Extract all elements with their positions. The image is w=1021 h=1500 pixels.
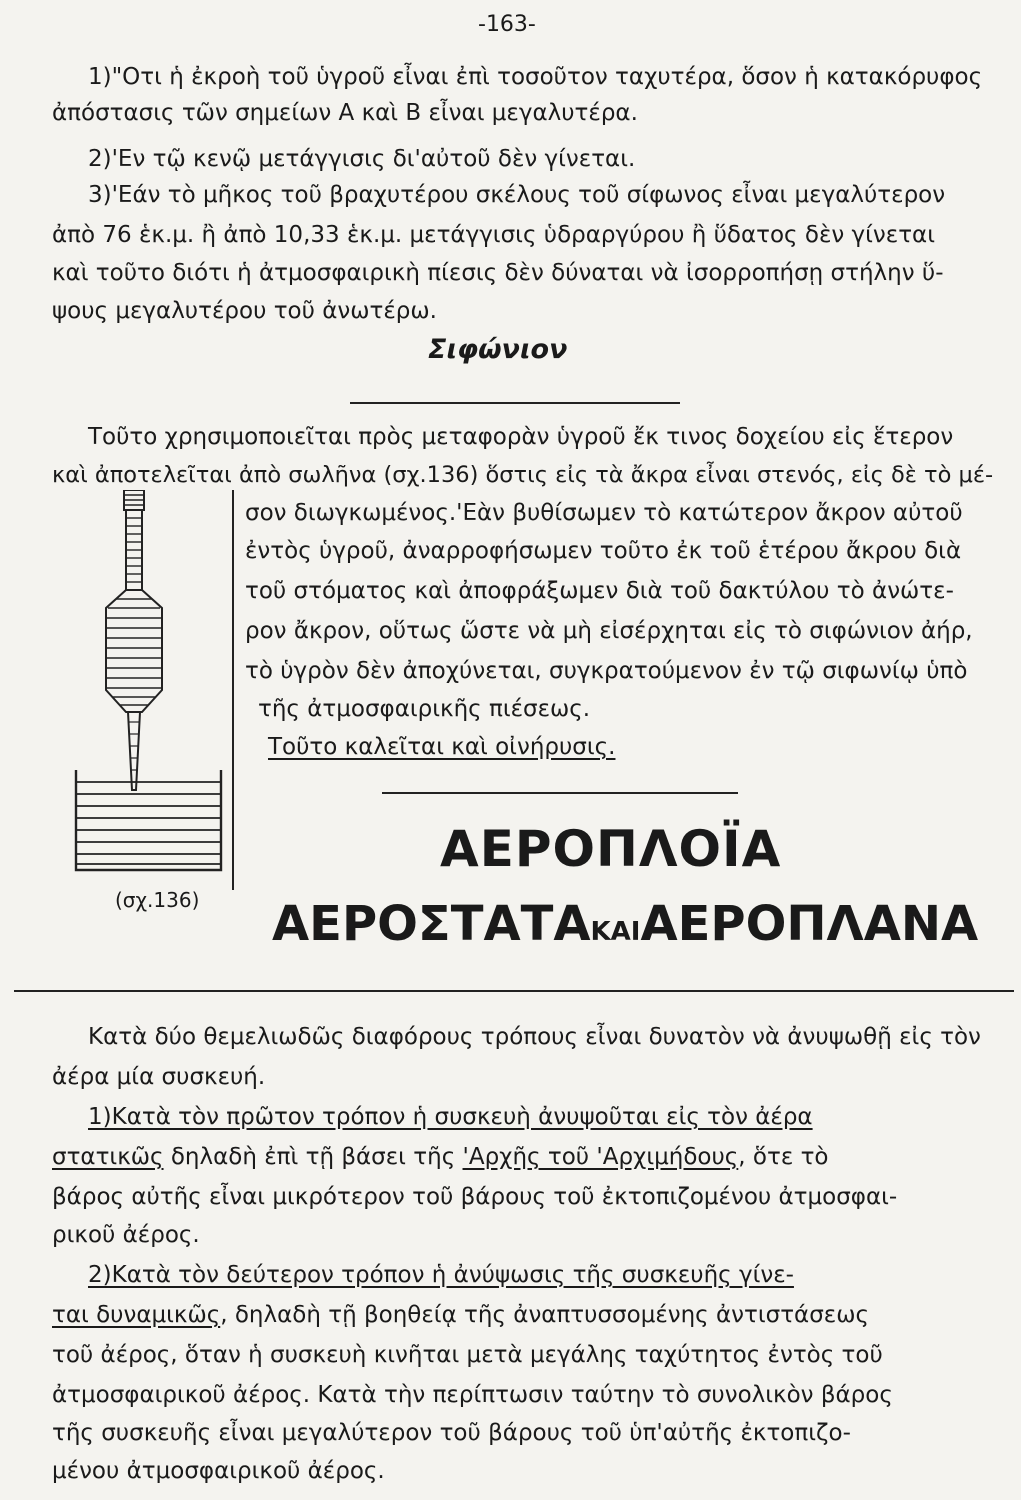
text-line: ρον ἄκρον, οὕτως ὥστε νὰ μὴ εἰσέρχηται εἰς τὸ σιφώνιον ἀήρ, (245, 618, 973, 644)
heading-aeroploia: ΑΕΡΟΠΛΟΪΑ (440, 820, 782, 878)
way2-text: , δηλαδὴ τῇ βοηθείᾳ τῆς ἀναπτυσσομένης ἀντιστάσεως (220, 1302, 869, 1328)
siphon-upper-neck-hatching (126, 518, 142, 582)
section-title: Σιφώνιον (428, 334, 568, 365)
way1-line (52, 1146, 828, 1169)
text-line: τὸ ὑγρὸν δὲν ἀποχύνεται, συγκρατούμενον ἐν τῷ σιφωνίῳ ὑπὸ (245, 658, 968, 684)
way1-text: , ὅτε τὸ (738, 1144, 829, 1170)
text-line: ἀέρα μία συσκευή. (52, 1064, 266, 1090)
heading-aerostata-aeroplana (272, 896, 979, 952)
liquid-vessel (76, 770, 221, 870)
heading-aeroplana: ΑΕΡΟΠΛΑΝΑ (640, 896, 979, 952)
text-line: ψους μεγαλυτέρου τοῦ ἀνωτέρω. (52, 298, 437, 324)
text-line: ἐντὸς ὑγροῦ, ἀναρροφήσωμεν τοῦτο ἐκ τοῦ ἑτέρου ἄκρου διὰ (245, 538, 962, 564)
siphon-bulb-hatching (106, 599, 162, 705)
page-number: -163- (478, 12, 536, 37)
text-line: 1)"Οτι ἡ ἐκροὴ τοῦ ὑγροῦ εἶναι ἐπὶ τοσοῦτον ταχυτέρα, ὅσον ἡ κατακόρυφος (88, 64, 983, 90)
text-line: καὶ τοῦτο διότι ἡ ἀτμοσφαιρικὴ πίεσις δὲν δύναται νὰ ἰσορροπήσῃ στήλην ὕ- (52, 260, 944, 286)
text-line: Τοῦτο χρησιμοποιεῖται πρὸς μεταφορὰν ὑγροῦ ἔκ τινος δοχείου εἰς ἕτερον (88, 424, 954, 450)
text-line: τοῦ ἀέρος, ὅταν ἡ συσκευὴ κινῆται μετὰ μεγάλης ταχύτητος ἐντὸς τοῦ (52, 1342, 883, 1368)
archimedes-principle: 'Αρχῆς τοῦ 'Αρχιμήδους (462, 1144, 739, 1170)
way2-dynamic-term: ται δυναμικῶς (52, 1302, 221, 1328)
heading-aerostata: ΑΕΡΟΣΤΑΤΑ (272, 896, 591, 952)
siphon-figure (66, 490, 226, 890)
text-line: ἀτμοσφαιρικοῦ ἀέρος. Κατὰ τὴν περίπτωσιν ταύτην τὸ συνολικὸν βάρος (52, 1382, 893, 1408)
section-divider (14, 990, 1014, 992)
way1-text: δηλαδὴ ἐπὶ τῇ βάσει τῆς (163, 1144, 463, 1170)
text-line: τῆς ἀτμοσφαιρικῆς πιέσεως. (258, 696, 591, 722)
text-line: τοῦ στόματος καὶ ἀποφράξωμεν διὰ τοῦ δακτύλου τὸ ἀνώτε- (245, 578, 954, 604)
text-line: ἀπὸ 76 ἑκ.μ. ἢ ἀπὸ 10,33 ἑκ.μ. μετάγγισις ὑδραργύρου ἢ ὕδατος δὲν γίνεται (52, 222, 935, 248)
section-divider (382, 792, 738, 794)
text-line: ἀπόστασις τῶν σημείων Α καὶ Β εἶναι μεγαλυτέρα. (52, 100, 638, 126)
text-line: 2)'Εν τῷ κενῷ μετάγγισις δι'αὐτοῦ δὲν γίνεται. (88, 146, 636, 172)
way1-static-term: στατικῶς (52, 1144, 164, 1170)
liquid-lines (76, 782, 221, 864)
section-divider (350, 402, 680, 404)
text-line: καὶ ἀποτελεῖται ἀπὸ σωλῆνα (σχ.136) ὅστις εἰς τὰ ἄκρα εἶναι στενός, εἰς δὲ τὸ μέ- (52, 462, 994, 488)
figure-bracket (232, 490, 234, 890)
way1-title: 1)Κατὰ τὸν πρῶτον τρόπον ἡ συσκευὴ ἀνυψοῦται εἰς τὸν ἀέρα (88, 1104, 813, 1130)
siphon-lower-tube (128, 712, 140, 790)
text-line: σον διωγκωμένος.'Εὰν βυθίσωμεν τὸ κατώτερον ἄκρον αὐτοῦ (245, 500, 963, 526)
text-line: ρικοῦ ἀέρος. (52, 1222, 200, 1248)
siphon-top-tube-hatching (124, 495, 144, 505)
way2-line (52, 1304, 869, 1327)
note-line: Τοῦτο καλεῖται καὶ οἰνήρυσις. (268, 734, 616, 760)
heading-kai: ΚΑΙ (590, 917, 641, 947)
text-line: βάρος αὐτῆς εἶναι μικρότερον τοῦ βάρους τοῦ ἐκτοπιζομένου ἀτμοσφαι- (52, 1184, 898, 1210)
text-line: μένου ἀτμοσφαιρικοῦ ἀέρος. (52, 1458, 385, 1484)
text-line: τῆς συσκευῆς εἶναι μεγαλύτερον τοῦ βάρους τοῦ ὑπ'αὐτῆς ἐκτοπιζο- (52, 1420, 851, 1446)
way2-title: 2)Κατὰ τὸν δεύτερον τρόπον ἡ ἀνύψωσις τῆς συσκευῆς γίνε- (88, 1262, 794, 1288)
text-line: Κατὰ δύο θεμελιωδῶς διαφόρους τρόπους εἶναι δυνατὸν νὰ ἀνυψωθῇ εἰς τὸν (88, 1024, 981, 1050)
text-line: 3)'Εάν τὸ μῆκος τοῦ βραχυτέρου σκέλους τοῦ σίφωνος εἶναι μεγαλύτερον (88, 182, 946, 208)
figure-caption: (σχ.136) (115, 888, 200, 912)
